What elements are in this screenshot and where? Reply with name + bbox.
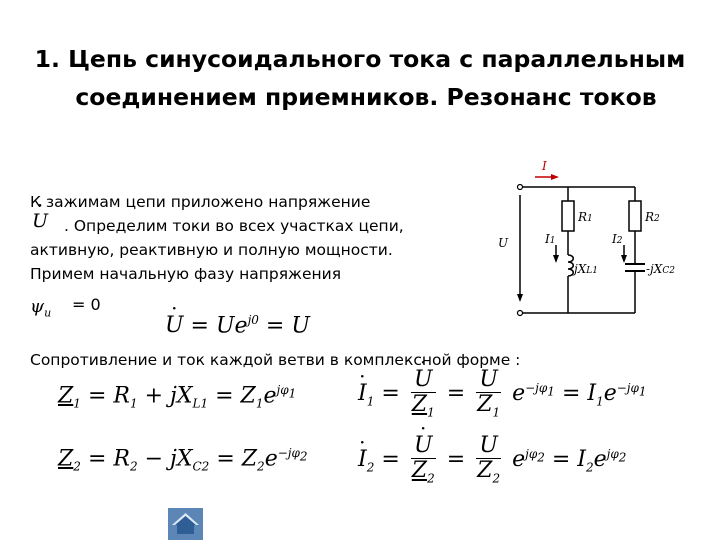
label-i1: I1 bbox=[545, 232, 556, 246]
section-text: Сопротивление и ток каждой ветви в комплексной форме : bbox=[30, 351, 521, 369]
resistor-r2 bbox=[629, 201, 641, 231]
voltage-symbol-inline: · U bbox=[32, 210, 48, 232]
home-button[interactable] bbox=[168, 508, 203, 540]
current-formula-1: · $I_1$ = · $\frac{U}{Z_1}$ = $\frac{U}{Z_1}$ $e^{-j\varphi_1} = I_1e^{-j\varphi_1}$ bbox=[358, 368, 647, 420]
phase-value: = 0 bbox=[72, 295, 101, 314]
label-r1: R1 bbox=[578, 210, 593, 224]
terminal-bottom bbox=[518, 311, 523, 316]
intro-paragraph bbox=[30, 190, 470, 286]
label-current-total: I bbox=[542, 159, 547, 173]
voltage-formula: · $U = Ue^{j0} = U$ bbox=[165, 313, 310, 338]
resistor-r1 bbox=[562, 201, 574, 231]
impedance-formula-2: $Z_2 = R_2 - jX_{C2} = Z_2e^{-j\varphi_2}$ bbox=[58, 446, 308, 474]
label-i2: I2 bbox=[612, 232, 623, 246]
slide-title bbox=[0, 40, 720, 116]
intro-line-1: К зажимам цепи приложено напряжение bbox=[30, 193, 371, 211]
intro-line-3: активную, реактивную и полную мощности. bbox=[30, 241, 393, 259]
intro-line-2: . Определим токи во всех участках цепи, bbox=[64, 217, 404, 235]
title-line-2: соединением приемников. Резонанс токов bbox=[75, 83, 657, 111]
circuit-diagram bbox=[490, 155, 700, 325]
terminal-top bbox=[518, 185, 523, 190]
phase-symbol: $\psi_u$ bbox=[30, 296, 52, 320]
current-formula-2: · $I_2$ = · $\frac{U}{Z_2}$ = $\frac{U}{Z_2}$ $e^{j\varphi_2} = I_2e^{j\varphi_2}$ bbox=[358, 434, 626, 486]
intro-line-4: Примем начальную фазу напряжения bbox=[30, 265, 342, 283]
label-xl: jXL1 bbox=[574, 262, 598, 276]
label-xc: -jXC2 bbox=[646, 262, 675, 276]
inductor-l1 bbox=[568, 255, 573, 276]
label-r2: R2 bbox=[645, 210, 660, 224]
title-line-1: 1. Цепь синусоидального тока с параллельным bbox=[34, 45, 686, 73]
impedance-formula-1: $Z_1 = R_1 + jX_{L1} = Z_1e^{j\varphi_1}$ bbox=[58, 383, 297, 411]
home-icon bbox=[168, 508, 203, 540]
label-voltage: U bbox=[498, 236, 509, 250]
